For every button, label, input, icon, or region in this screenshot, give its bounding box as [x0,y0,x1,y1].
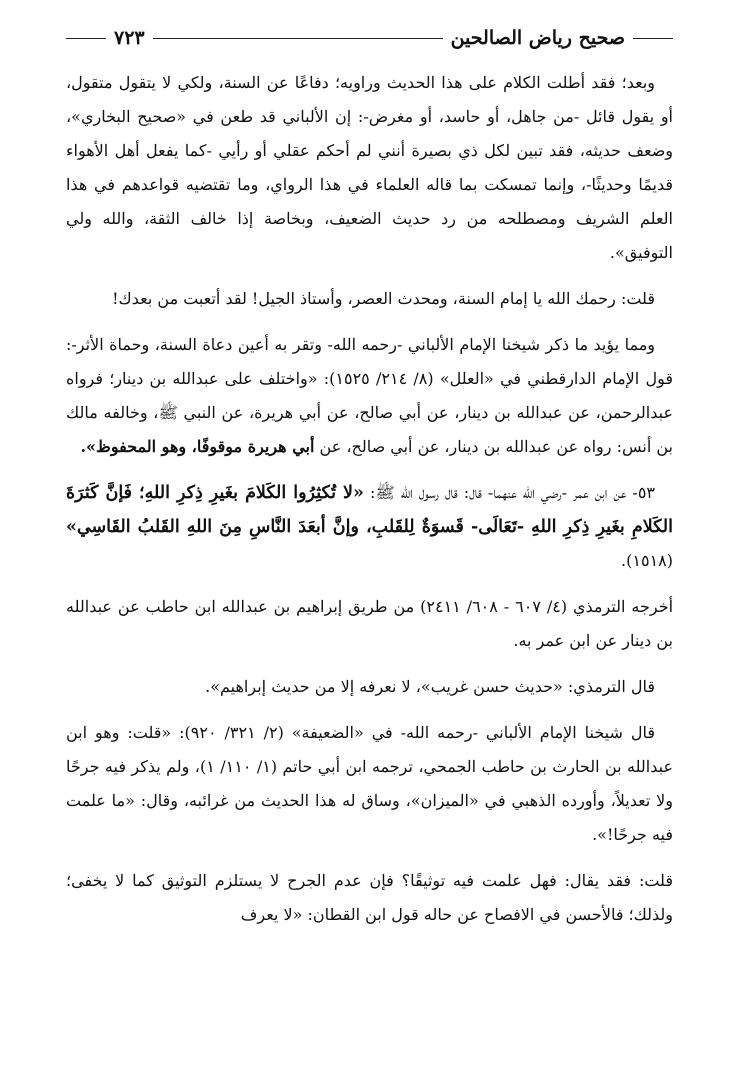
hadith-53-text: «لا تُكثِرُوا الكَلامَ بغَيرِ ذِكرِ اللهِ؛ فَإنَّ كَثرَةَ الكَلامِ بغَيرِ ذِكرِ اللهِ -تَعَالَى- قَسوَةٌ لِلقَلبِ، وإنَّ أبعَدَ النَّاسِ مِنَ اللهِ القَلبُ القَاسِي» [66,483,673,537]
paragraph-8: قلت: فقد يقال: فهل علمت فيه توثيقًا؟ فإن عدم الجرح لا يستلزم التوثيق كما لا يخفى؛ ولذلك؛ فالأحسن في الافصاح عن حاله قول ابن القطان: «لا يعرف [66,871,673,924]
paragraph-2: قلت: رحمك الله يا إمام السنة، ومحدث العصر، وأستاذ الجيل! لقد أتعبت من بعدك! [112,289,655,308]
paragraph-3-bold: أبي هريرة موقوفًا، وهو المحفوظ». [80,437,315,456]
paragraph-3 [66,328,673,464]
header-rule-left [66,38,106,39]
paragraph-5: أخرجه الترمذي (٤/ ٦٠٧ - ٦٠٨/ ٢٤١١) من طريق إبراهيم بن عبدالله ابن حاطب عن عبدالله بن دينار عن ابن عمر به. [66,597,674,650]
hadith-53 [66,476,673,578]
page-number: ٧٢٣ [114,27,145,49]
header-rule [153,38,443,39]
hadith-53-number: (١٥١٨). [621,551,673,570]
paragraph-3-text: ومما يؤيد ما ذكر شيخنا الإمام الألباني -رحمه الله- وتقر به أعين دعاة السنة، وحماة الأثر-: قول الإمام الدارقطني في «العلل» (٨/ ٢١٤/ ١٥٢٥): «واختلف على عبدالله بن دينار؛ فرواه عبدالرحمن، عن عبدالله بن دينار، عن أبي صالح، عن أبي هريرة، عن النبي ﷺ، وخالفه مالك بن أنس: رواه عن عبدالله بن دينار، عن أبي صالح، عن [66,335,673,456]
hadith-53-intro: ٥٣- عن ابن عمر -رضي الله عنهما- قال: قال رسول الله ﷺ: [370,483,656,502]
paragraph-6: قال الترمذي: «حديث حسن غريب»، لا نعرفه إلا من حديث إبراهيم». [205,677,655,696]
paragraph-7: قال شيخنا الإمام الألباني -رحمه الله- في «الضعيفة» (٢/ ٣٢١/ ٩٢٠): «قلت: وهو ابن عبدالله بن الحارث بن حاطب الجمحي، ترجمه ابن أبي حاتم (١/ ١١٠/ ١)، ولم يذكر فيه جرحًا ولا تعديلاً، وأورده الذهبي في «الميزان»، وساق له هذا الحديث من غرائبه، وقال: «ما علمت فيه جرحًا!». [66,723,674,844]
header-rule-right [633,38,673,39]
book-title: صحيح رياض الصالحين [450,27,625,49]
paragraph-1: وبعد؛ فقد أطلت الكلام على هذا الحديث وراويه؛ دفاعًا عن السنة، ولكي لا يتقول متقول، أو يقول قائل -من جاهل، أو حاسد، أو مغرض-: إن الألباني قد طعن في «صحيح البخاري»، وضعف حديثه، فقد تبين لكل ذي بصيرة أنني لم أحكم عقلي أو رأيي -كما يفعل أهل الأهواء قديمًا وحديثًا-، وإنما تمسكت بما قاله العلماء في هذا الرواي، وما تقتضيه قواعدهم في هذا العلم الشريف ومصطلحه من رد حديث الضعيف، وبخاصة إذا خالف الثقة، والله ولي التوفيق». [66,73,673,262]
running-header [66,22,673,54]
